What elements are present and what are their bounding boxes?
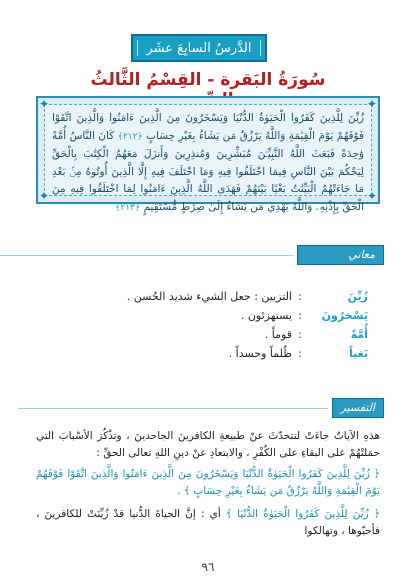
verse-line: زُيِّنَ لِلَّذِينَ كَفَرُوا الْحَيَوٰةُ الدُّنْيَا وَيَسْخَرُونَ مِنَ الَّذِينَ ءَامَنُوا وَالَّذِينَ اتَّقَوْا فَوْقَهُمْ يَوْمَ الْقِيَٰمَةِ bbox=[52, 112, 365, 142]
tafsir-header-label: التفسير bbox=[332, 398, 385, 418]
section-divider bbox=[18, 408, 328, 409]
vocab-item bbox=[38, 287, 368, 305]
vocab-word: يَسْخرُونَ bbox=[321, 308, 368, 322]
verse-line: الَّذِينَ أُوتُوهُ مِنۢ بَعْدِ مَا جَاءَتْهُمُ الْبَيِّنَٰتُ بَغْيًا بَيْنَهُمْ فَهَدَى اللَّهُ الَّذِينَ ءَامَنُوا لِمَا اخْتَلَفُوا فِيهِ مِنَ bbox=[52, 165, 364, 195]
vocab-definition: يستهزئون . bbox=[240, 308, 292, 322]
vocab-separator: : bbox=[298, 327, 302, 341]
vocab-item bbox=[38, 325, 368, 343]
tafsir-paragraph: هذهِ الآياتُ جاءَتْ لتتحدّثَ عنْ طبيعةِ الكافرينَ الجاحدينَ ، وتذْكُرَ الأسْبابَ التي حمَلتْهُمْ على البقاءِ على الكُفْرِ ، والابتعادِ عنْ دينِ اللهِ تعالى الحقِّ : bbox=[36, 430, 380, 459]
vocab-word: أُمَّةً bbox=[350, 327, 368, 341]
tafsir-section-header bbox=[18, 398, 385, 418]
vocab-separator: : bbox=[298, 308, 302, 322]
vocab-separator: : bbox=[298, 289, 302, 303]
vocab-definition: ظُلماً وحسداً . bbox=[228, 346, 292, 360]
ornament-icon: ✦ bbox=[38, 97, 50, 111]
vocab-definition: التزيين : جعل الشيء شديد الحُسن . bbox=[126, 289, 292, 303]
vocab-section-header bbox=[0, 245, 384, 279]
ayah-number-value: ٢١٣ bbox=[120, 202, 135, 213]
ayah-number-value: ٢١٢ bbox=[122, 131, 138, 142]
surah-title: سُورَةُ البَقرة - القِسْمُ الثَّالثُ bbox=[90, 70, 326, 90]
section-divider bbox=[0, 255, 293, 256]
ornament-icon: ✦ bbox=[366, 189, 378, 203]
vocab-separator: : bbox=[298, 346, 302, 360]
vocab-item bbox=[38, 344, 368, 362]
ayah-number: ﴿٢١٣﴾ bbox=[115, 202, 141, 213]
verse-line: الْحَقِّ بِإِذْنِهِۦ وَاللَّهُ يَهْدِي مَن يَشَاءُ إِلَىٰ صِرَٰطٍ مُّسْتَقِيمٍ bbox=[143, 200, 364, 213]
lesson-title: الدَّرسُ السابِعَ عشَر bbox=[146, 40, 252, 56]
verse-line: وَاللَّهُ يَرْزُقُ مَن يَشَاءُ بِغَيْرِ حِسَابٍ bbox=[146, 129, 286, 142]
ornament-icon: ✦ bbox=[38, 189, 50, 203]
page-number: ٩٦ bbox=[201, 560, 215, 574]
verse-line: كَانَ النَّاسُ أُمَّةً وَٰحِدَةً فَبَعَثَ اللَّهُ النَّبِيِّـۧنَ مُبَشِّرِينَ bbox=[52, 129, 365, 160]
verse-frame bbox=[36, 96, 380, 213]
ornament-icon: ✦ bbox=[366, 97, 378, 111]
verse-text bbox=[52, 110, 364, 217]
tafsir-text: أي : إنَّ الحياةَ الدُّنيا قدْ زُيِّنَتْ للكافرينَ ، فأحبّوها ، وتهالكوا bbox=[36, 508, 380, 537]
vocab-item bbox=[38, 306, 368, 324]
vocab-word: بَغياً bbox=[349, 346, 368, 360]
vocab-word: زُيِّنَ bbox=[347, 289, 368, 303]
ayah-number: ﴿٢١٢﴾ bbox=[117, 131, 143, 142]
lesson-title-banner bbox=[131, 34, 267, 62]
tafsir-inline-quote: ﴿ زُيِّنَ لِلَّذِينَ كَفَرُوا الْحَيَوٰةُ الدُّنْيَا ﴾ bbox=[225, 508, 380, 520]
vocab-definition: قوماً . bbox=[264, 327, 292, 341]
vocab-header-label: معاني المفردات bbox=[297, 245, 384, 265]
verse-line: وَمُنذِرِينَ وَأَنزَلَ مَعَهُمُ الْكِتَٰبَ بِالْحَقِّ لِيَحْكُمَ بَيْنَ النَّاسِ فِيمَا اخْتَلَفُوا فِيهِ وَمَا اخْتَلَفَ فِيهِ إِلَّا bbox=[52, 148, 365, 178]
tafsir-quote: ﴿ زُيِّنَ لِلَّذِينَ كَفَرُوا الْحَيَوٰةُ الدُّنْيَا وَيَسْخَرُونَ مِنَ الَّذِينَ ءَامَنُوا وَالَّذِينَ اتَّقَوْا فَوْقَهُمْ يَوْمَ الْقِيَٰمَةِ وَاللَّهُ يَرْزُقُ مَن يَشَاءُ بِغَيْرِ حِسَابٍ ﴾ . bbox=[36, 468, 380, 497]
tafsir-paragraph bbox=[36, 506, 380, 540]
